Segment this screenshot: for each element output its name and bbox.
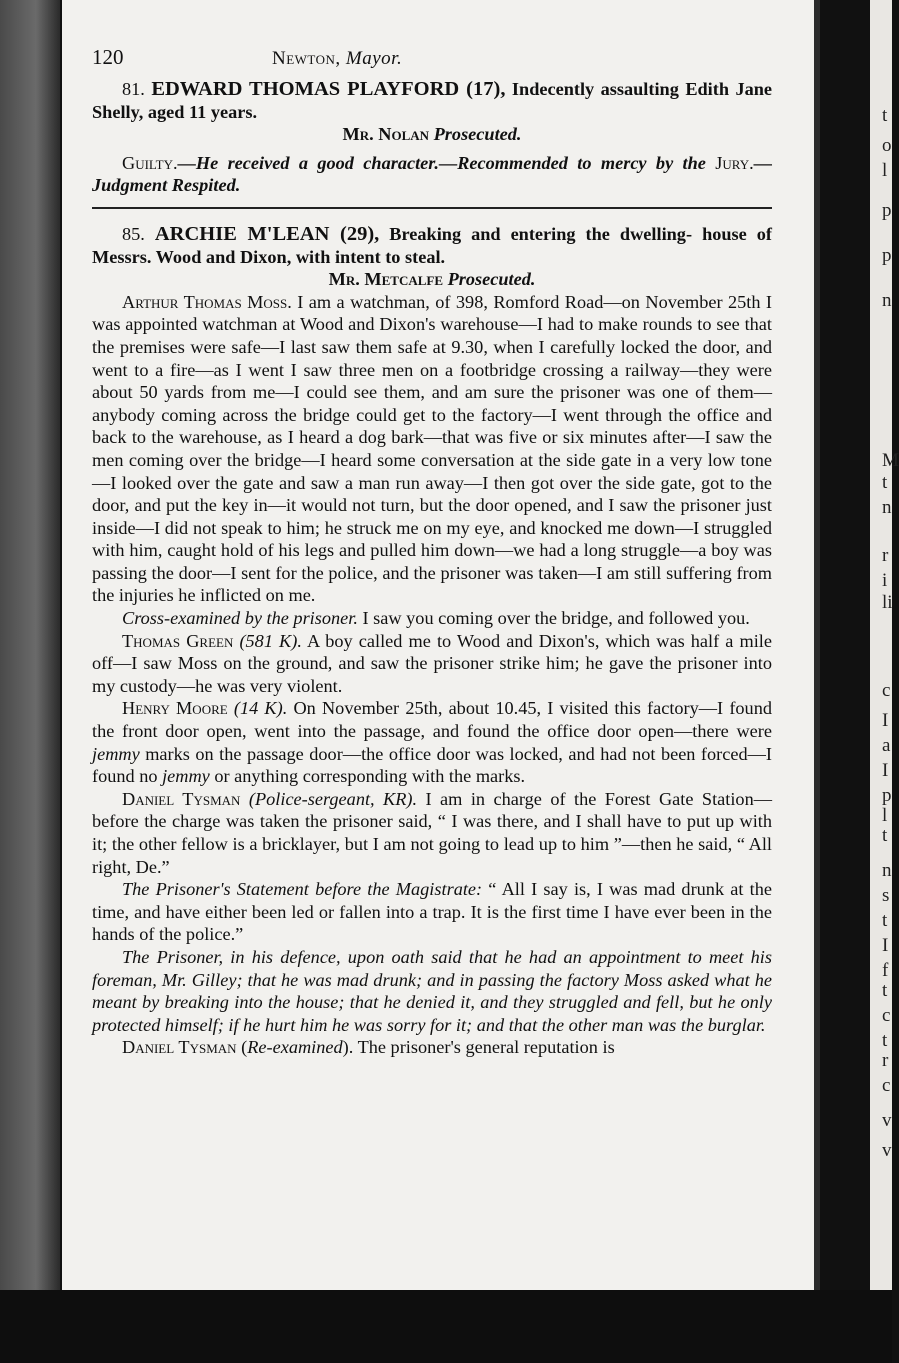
- facing-page-letter: l: [882, 160, 888, 181]
- page-text: [92, 46, 772, 1059]
- re-examination: Daniel Tysman (Re-examined). The prisoner's general reputation is: [122, 1037, 615, 1058]
- facing-page-letter: I: [882, 935, 889, 956]
- facing-page-letter: t: [882, 910, 888, 931]
- facing-page-letter: l: [882, 805, 888, 826]
- facing-page-letter: s: [882, 885, 890, 906]
- facing-page-letter: r: [882, 1050, 889, 1071]
- facing-page-letter: p: [882, 785, 892, 806]
- facing-page-letter: c: [882, 680, 891, 701]
- divider-rule: [92, 207, 772, 209]
- bottom-shadow: [0, 1290, 892, 1363]
- facing-page-letter: p: [882, 245, 892, 266]
- facing-page-letter: I: [882, 710, 889, 731]
- facing-page-letter: v: [882, 1140, 892, 1161]
- testimony-moore: Henry Moore (14 K). On November 25th, about 10.45, I visited this factory—I found the front door open, went into the passage, and found the office door open—there were jemmy marks on the passage door—the office door was locked, and had not been forced—I found no jemmy or anything corresponding with the marks.: [92, 698, 772, 787]
- running-title: Newton, Mayor.: [272, 48, 403, 69]
- facing-page-letter: t: [882, 980, 888, 1001]
- facing-page-edge: [870, 0, 899, 1363]
- facing-page-letter: n: [882, 497, 892, 518]
- testimony-moss: Arthur Thomas Moss. I am a watchman, of 398, Romford Road—on November 25th I was appointed watchman at Wood and Dixon's warehouse—I had to make rounds to see that the premises were safe—I last saw them safe at 9.30, when I carefully locked the door, and went to a fire—as I went I saw three men on a footbridge crossing a railway—they were about 50 yards from me—I could see them, and am sure the prisoner was one of them—anybody coming across the bridge could get to the factory—I went through the office and back to the warehouse, as I heard a dog bark—that was five or six minutes after—I saw the men coming over the bridge—I heard some conversation at the side gate in a very low tone—I looked over the gate and saw a man run away—I then got over the side gate, got to the door, and put the key in—it would not turn, but the door opened, and I saw the prisoner just inside—I did not speak to him; he struck me on my eye, and knocked me down—I struggled with him, caught hold of his legs and pulled him down—we had a long struggle—a boy was passing the door—I sent for the police, and the prisoner was taken—I am still suffering from the injuries he inflicted on me.: [92, 291, 772, 606]
- running-header: [92, 46, 772, 78]
- facing-page-letter: t: [882, 105, 888, 126]
- facing-page-letter: a: [882, 735, 891, 756]
- facing-page-letter: p: [882, 200, 892, 221]
- testimony-tysman: Daniel Tysman (Police-sergeant, KR). I am in charge of the Forest Gate Station—before the charge was taken the prisoner said, “ I was there, and I shall have to put up with it; the other fellow is a bricklayer, but I am not going to lead up to him ”—then he said, “ All right, De.”: [92, 788, 772, 877]
- facing-page-letter: i: [882, 570, 888, 591]
- facing-page-letter: M: [882, 450, 899, 471]
- facing-page-letter: c: [882, 1075, 891, 1096]
- case-85-prosecutor: Mr. Metcalfe Prosecuted.: [328, 269, 536, 290]
- facing-page-letter: n: [882, 860, 892, 881]
- case-81-heading: 81. EDWARD THOMAS PLAYFORD (17), Indecently assaulting Edith Jane Shelly, aged 11 years.: [92, 78, 773, 122]
- facing-page-letter: t: [882, 1030, 888, 1051]
- facing-page-letter: n: [882, 290, 892, 311]
- page-number: 120: [92, 45, 124, 69]
- facing-page-letter: r: [882, 545, 889, 566]
- binding-shadow: [0, 0, 60, 1363]
- case-81-prosecutor: Mr. Nolan Prosecuted.: [342, 124, 522, 145]
- cross-examination: Cross-examined by the prisoner. I saw you coming over the bridge, and followed you.: [122, 608, 750, 629]
- prisoner-statement: The Prisoner's Statement before the Magistrate: “ All I say is, I was mad drunk at the time, and have either been led or fallen into a trap. It is the first time I have ever been in the hands of the police.”: [92, 879, 772, 945]
- case-81-verdict: Guilty.—He received a good character.—Recommended to mercy by the Jury.—Judgment Respited.: [92, 152, 772, 196]
- facing-page-letter: c: [882, 1005, 891, 1026]
- facing-page-letter: t: [882, 825, 888, 846]
- testimony-green: Thomas Green (581 K). A boy called me to Wood and Dixon's, which was half a mile off—I saw Moss on the ground, and saw the prisoner strike him; he gave the prisoner into my custody—he was very violent.: [92, 630, 772, 696]
- facing-page-letter: I: [882, 760, 889, 781]
- facing-page-letter: f: [882, 960, 889, 981]
- facing-page-letter: o: [882, 135, 892, 156]
- facing-page-letter: t: [882, 472, 888, 493]
- prisoner-defence: The Prisoner, in his defence, upon oath said that he had an appointment to meet his foreman, Mr. Gilley; that he was mad drunk; and in passing the factory Moss asked what he meant by breaking into the house; that he denied it, and they struggled and fell, but he only protected himself; if he hurt him he was sorry for it; and that the other man was the burglar.: [92, 946, 772, 1035]
- facing-page-letter: li: [882, 592, 893, 613]
- case-85-heading: 85. ARCHIE M'LEAN (29), Breaking and entering the dwelling- house of Messrs. Wood and Dixon, with intent to steal.: [92, 222, 772, 267]
- facing-page-letter: v: [882, 1110, 892, 1131]
